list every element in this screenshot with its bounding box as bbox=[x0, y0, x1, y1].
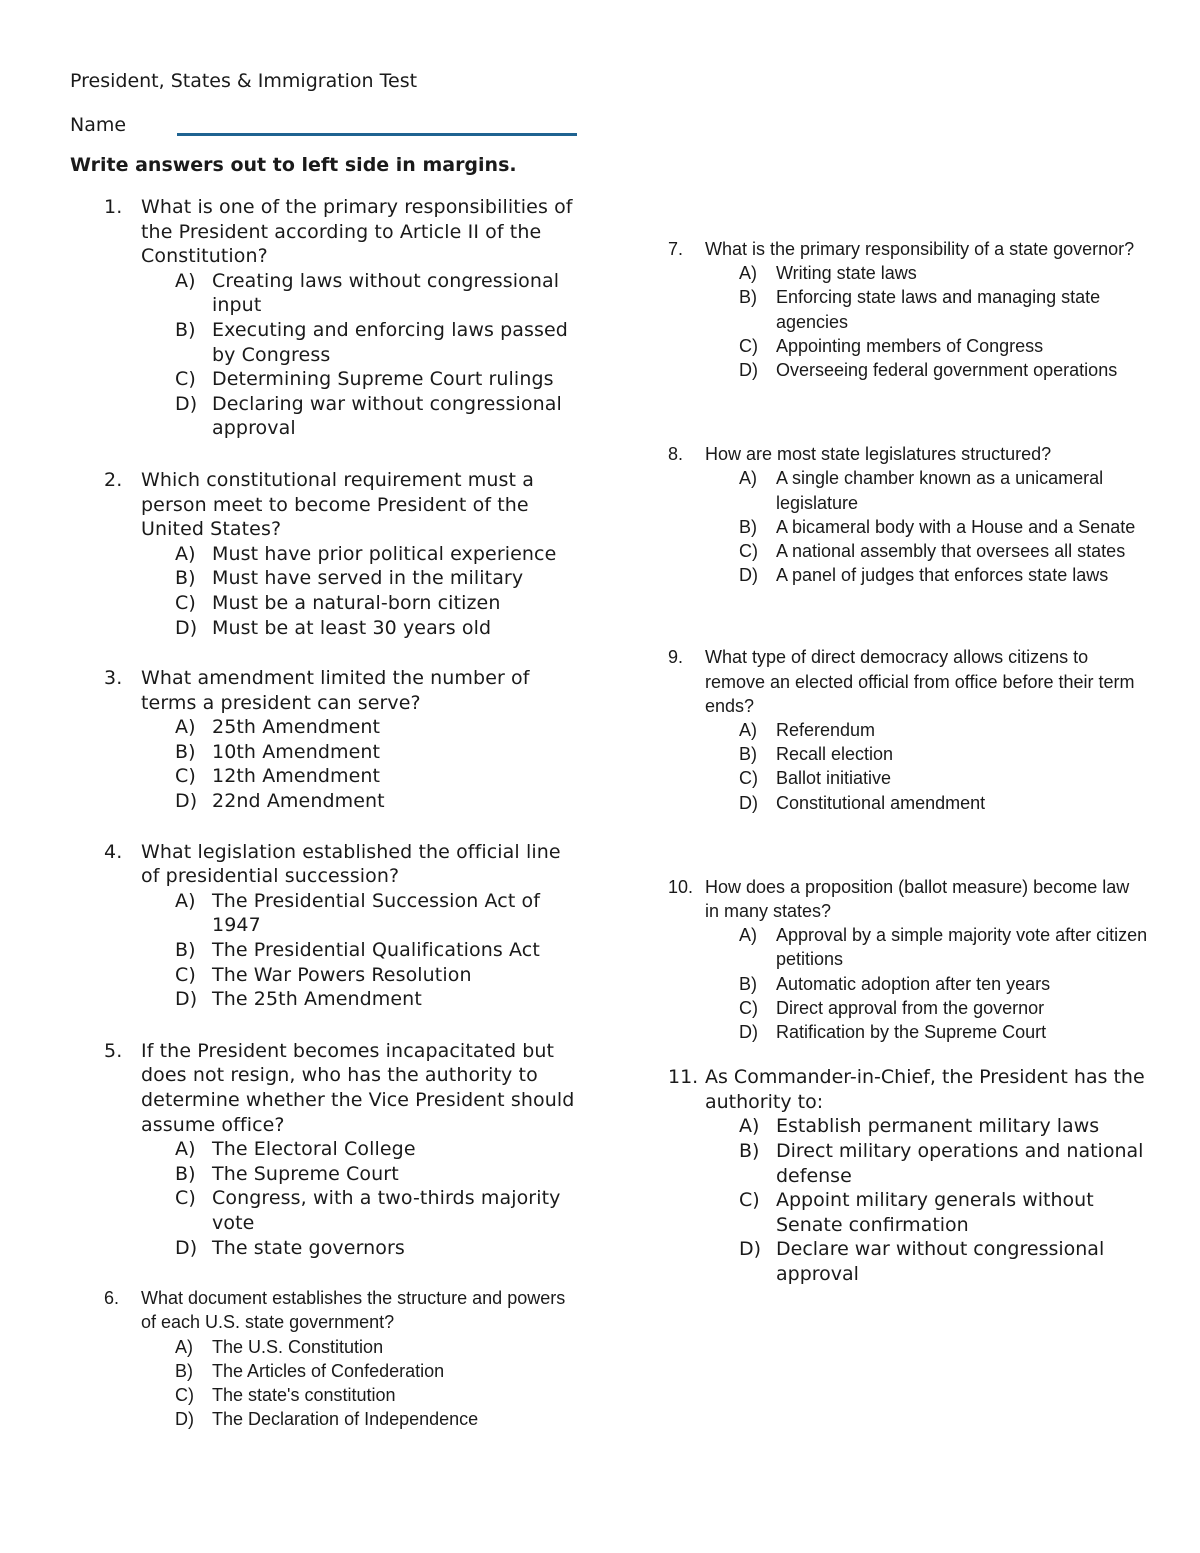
option-text: The War Powers Resolution bbox=[212, 963, 472, 986]
answer-option bbox=[739, 261, 1148, 285]
answer-option bbox=[739, 334, 1148, 358]
answer-option bbox=[175, 269, 584, 318]
answer-option bbox=[175, 367, 584, 392]
question-6 bbox=[104, 1286, 584, 1431]
option-letter: D) bbox=[175, 988, 198, 1011]
option-letter: B) bbox=[739, 973, 757, 994]
answer-option bbox=[739, 1114, 1148, 1139]
option-text: The Articles of Confederation bbox=[212, 1360, 445, 1381]
option-letter: C) bbox=[739, 541, 758, 562]
option-text: Writing state laws bbox=[776, 263, 917, 284]
answer-options bbox=[104, 1137, 584, 1260]
option-text: The state governors bbox=[212, 1236, 405, 1259]
option-text: Constitutional amendment bbox=[776, 792, 986, 813]
option-text: Declaring war without congressional approval bbox=[212, 392, 562, 440]
instructions: Write answers out to left side in margins. bbox=[70, 154, 517, 176]
option-letter: B) bbox=[739, 516, 757, 537]
question-text: If the President becomes incapacitated but does not resign, who has the authority to determine whether the Vice President should assume office? bbox=[141, 1039, 575, 1136]
option-text: Enforcing state laws and managing state agencies bbox=[776, 287, 1101, 332]
option-text: Must have prior political experience bbox=[212, 542, 557, 565]
option-letter: D) bbox=[175, 1409, 194, 1430]
option-letter: C) bbox=[175, 765, 196, 788]
option-text: Appoint military generals without Senate confirmation bbox=[776, 1189, 1094, 1236]
answer-option bbox=[175, 1383, 584, 1407]
question-1 bbox=[104, 195, 584, 441]
option-letter: D) bbox=[175, 616, 198, 639]
question-number: 5. bbox=[104, 1039, 123, 1062]
option-letter: C) bbox=[739, 768, 758, 789]
option-letter: C) bbox=[175, 1384, 194, 1405]
answer-option bbox=[175, 616, 584, 641]
answer-option bbox=[175, 1359, 584, 1383]
option-text: Must have served in the military bbox=[212, 567, 524, 590]
answer-option bbox=[739, 539, 1148, 563]
option-letter: A) bbox=[739, 720, 757, 741]
left-column bbox=[104, 195, 584, 1431]
answer-option bbox=[175, 715, 584, 740]
option-letter: B) bbox=[175, 567, 196, 590]
answer-option bbox=[739, 285, 1148, 333]
answer-option bbox=[175, 740, 584, 765]
option-letter: A) bbox=[739, 925, 757, 946]
option-text: Creating laws without congressional input bbox=[212, 269, 560, 317]
question-number: 8. bbox=[668, 444, 684, 465]
option-text: The Declaration of Independence bbox=[212, 1409, 479, 1430]
question-9 bbox=[668, 645, 1148, 814]
answer-option bbox=[739, 742, 1148, 766]
question-number: 4. bbox=[104, 840, 123, 863]
right-column bbox=[668, 237, 1148, 1287]
answer-option bbox=[175, 392, 584, 441]
question-10 bbox=[668, 875, 1148, 1044]
option-text: The Electoral College bbox=[212, 1138, 416, 1161]
question-8 bbox=[668, 442, 1148, 587]
question-4 bbox=[104, 840, 584, 1012]
question-number: 6. bbox=[104, 1288, 120, 1309]
answer-option bbox=[739, 1237, 1148, 1286]
answer-option bbox=[175, 764, 584, 789]
option-letter: C) bbox=[175, 1187, 196, 1210]
answer-options bbox=[104, 1335, 584, 1432]
answer-option bbox=[739, 563, 1148, 587]
answer-option bbox=[175, 1162, 584, 1187]
option-text: The Presidential Qualifications Act bbox=[212, 939, 540, 962]
option-text: Ballot initiative bbox=[776, 768, 892, 789]
option-text: Approval by a simple majority vote after citizen petitions bbox=[776, 925, 1148, 970]
option-text: 12th Amendment bbox=[212, 765, 381, 788]
option-letter: D) bbox=[175, 392, 198, 415]
answer-options bbox=[668, 923, 1148, 1044]
answer-option bbox=[175, 566, 584, 591]
option-text: The Supreme Court bbox=[212, 1162, 399, 1185]
option-letter: A) bbox=[739, 1115, 760, 1138]
option-letter: C) bbox=[175, 963, 196, 986]
option-letter: C) bbox=[739, 1189, 760, 1212]
option-letter: A) bbox=[175, 269, 196, 292]
option-letter: A) bbox=[739, 263, 757, 284]
answer-option bbox=[175, 1186, 584, 1235]
question-text: As Commander-in-Chief, the President has the authority to: bbox=[705, 1066, 1145, 1113]
option-letter: A) bbox=[175, 1336, 193, 1357]
option-letter: C) bbox=[175, 591, 196, 614]
option-text: The U.S. Constitution bbox=[212, 1336, 384, 1357]
option-text: Direct approval from the governor bbox=[776, 997, 1045, 1018]
answer-option bbox=[175, 318, 584, 367]
answer-options bbox=[104, 715, 584, 813]
answer-option bbox=[739, 1020, 1148, 1044]
option-text: Ratification by the Supreme Court bbox=[776, 1022, 1047, 1043]
option-letter: A) bbox=[175, 1138, 196, 1161]
question-text: What amendment limited the number of terms a president can serve? bbox=[141, 667, 530, 714]
answer-option bbox=[739, 996, 1148, 1020]
question-5 bbox=[104, 1039, 584, 1260]
option-text: The 25th Amendment bbox=[212, 988, 422, 1011]
answer-option bbox=[739, 791, 1148, 815]
answer-option bbox=[739, 515, 1148, 539]
option-text: A panel of judges that enforces state laws bbox=[776, 565, 1109, 586]
answer-option bbox=[175, 1236, 584, 1261]
question-number: 1. bbox=[104, 196, 123, 218]
option-text: Must be a natural-born citizen bbox=[212, 591, 501, 614]
answer-option bbox=[739, 358, 1148, 382]
question-text: How does a proposition (ballot measure) become law in many states? bbox=[705, 876, 1130, 922]
question-7 bbox=[668, 237, 1148, 382]
question-text: What legislation established the official line of presidential succession? bbox=[141, 840, 561, 888]
option-text: 22nd Amendment bbox=[212, 790, 385, 813]
answer-options bbox=[668, 718, 1148, 815]
option-text: A national assembly that oversees all states bbox=[776, 541, 1126, 562]
question-text: What document establishes the structure and powers of each U.S. state government? bbox=[141, 1288, 566, 1333]
question-11 bbox=[668, 1065, 1148, 1286]
answer-options bbox=[668, 1114, 1148, 1286]
question-text: What type of direct democracy allows citizens to remove an elected official from office before their term ends? bbox=[705, 647, 1135, 716]
option-text: A bicameral body with a House and a Senate bbox=[776, 516, 1136, 537]
option-letter: B) bbox=[739, 744, 757, 765]
question-3 bbox=[104, 666, 584, 814]
option-text: Declare war without congressional approval bbox=[776, 1238, 1105, 1286]
question-number: 2. bbox=[104, 468, 123, 491]
answer-options bbox=[104, 889, 584, 1012]
answer-option bbox=[175, 1407, 584, 1431]
option-letter: B) bbox=[175, 939, 196, 962]
option-letter: B) bbox=[175, 318, 196, 341]
document-title: President, States & Immigration Test bbox=[70, 70, 418, 92]
answer-option bbox=[175, 789, 584, 814]
option-letter: D) bbox=[739, 1238, 762, 1261]
answer-options bbox=[668, 261, 1148, 382]
option-letter: C) bbox=[739, 335, 758, 356]
answer-option bbox=[175, 591, 584, 616]
option-text: Automatic adoption after ten years bbox=[776, 973, 1051, 994]
option-letter: B) bbox=[175, 740, 196, 763]
option-text: Must be at least 30 years old bbox=[212, 616, 492, 639]
answer-option bbox=[175, 963, 584, 988]
answer-options bbox=[104, 542, 584, 640]
option-text: 10th Amendment bbox=[212, 740, 381, 763]
option-letter: D) bbox=[739, 792, 758, 813]
option-text: Executing and enforcing laws passed by Congress bbox=[212, 318, 568, 366]
option-letter: D) bbox=[739, 565, 758, 586]
answer-option bbox=[175, 938, 584, 963]
option-text: Overseeing federal government operations bbox=[776, 360, 1118, 381]
question-number: 9. bbox=[668, 647, 684, 668]
option-letter: D) bbox=[175, 790, 198, 813]
answer-option bbox=[739, 466, 1148, 514]
question-number: 11. bbox=[668, 1066, 699, 1089]
answer-option bbox=[739, 923, 1148, 971]
question-number: 3. bbox=[104, 667, 123, 690]
answer-option bbox=[739, 1188, 1148, 1237]
option-letter: A) bbox=[175, 542, 196, 565]
answer-option bbox=[175, 1335, 584, 1359]
option-text: Direct military operations and national defense bbox=[776, 1140, 1144, 1187]
answer-option bbox=[739, 972, 1148, 996]
question-text: What is the primary responsibility of a state governor? bbox=[705, 239, 1135, 259]
answer-option bbox=[175, 1137, 584, 1162]
answer-option bbox=[739, 718, 1148, 742]
option-letter: C) bbox=[739, 997, 758, 1018]
option-letter: B) bbox=[175, 1162, 196, 1185]
answer-option bbox=[739, 766, 1148, 790]
option-text: Establish permanent military laws bbox=[776, 1115, 1100, 1138]
answer-option bbox=[175, 542, 584, 567]
option-text: Recall election bbox=[776, 744, 894, 765]
option-letter: D) bbox=[739, 360, 758, 381]
question-text: What is one of the primary responsibilities of the President according to Article II of the Constitution? bbox=[141, 196, 573, 268]
question-text: How are most state legislatures structured? bbox=[705, 444, 1052, 465]
option-letter: B) bbox=[739, 287, 757, 308]
answer-option bbox=[175, 889, 584, 938]
answer-options bbox=[668, 466, 1148, 587]
answer-option bbox=[175, 987, 584, 1012]
option-letter: A) bbox=[739, 468, 757, 489]
option-letter: D) bbox=[739, 1022, 758, 1043]
name-answer-line bbox=[177, 133, 577, 136]
answer-options bbox=[104, 269, 584, 441]
question-text: Which constitutional requirement must a person meet to become President of the United States? bbox=[141, 468, 534, 541]
option-text: Congress, with a two-thirds majority vote bbox=[212, 1187, 561, 1234]
question-2 bbox=[104, 468, 584, 640]
option-letter: B) bbox=[739, 1140, 760, 1163]
option-text: Referendum bbox=[776, 720, 876, 741]
option-letter: A) bbox=[175, 716, 196, 739]
answer-option bbox=[739, 1139, 1148, 1188]
option-letter: C) bbox=[175, 368, 196, 391]
option-text: Determining Supreme Court rulings bbox=[212, 368, 554, 391]
option-text: A single chamber known as a unicameral legislature bbox=[776, 468, 1104, 513]
option-text: The state's constitution bbox=[212, 1384, 396, 1405]
option-text: The Presidential Succession Act of 1947 bbox=[212, 889, 541, 937]
option-letter: A) bbox=[175, 889, 196, 912]
option-text: 25th Amendment bbox=[212, 716, 381, 739]
option-text: Appointing members of Congress bbox=[776, 335, 1044, 356]
option-letter: B) bbox=[175, 1360, 193, 1381]
option-letter: D) bbox=[175, 1236, 198, 1259]
question-number: 10. bbox=[668, 876, 694, 897]
name-label: Name bbox=[70, 114, 127, 136]
question-number: 7. bbox=[668, 239, 684, 259]
